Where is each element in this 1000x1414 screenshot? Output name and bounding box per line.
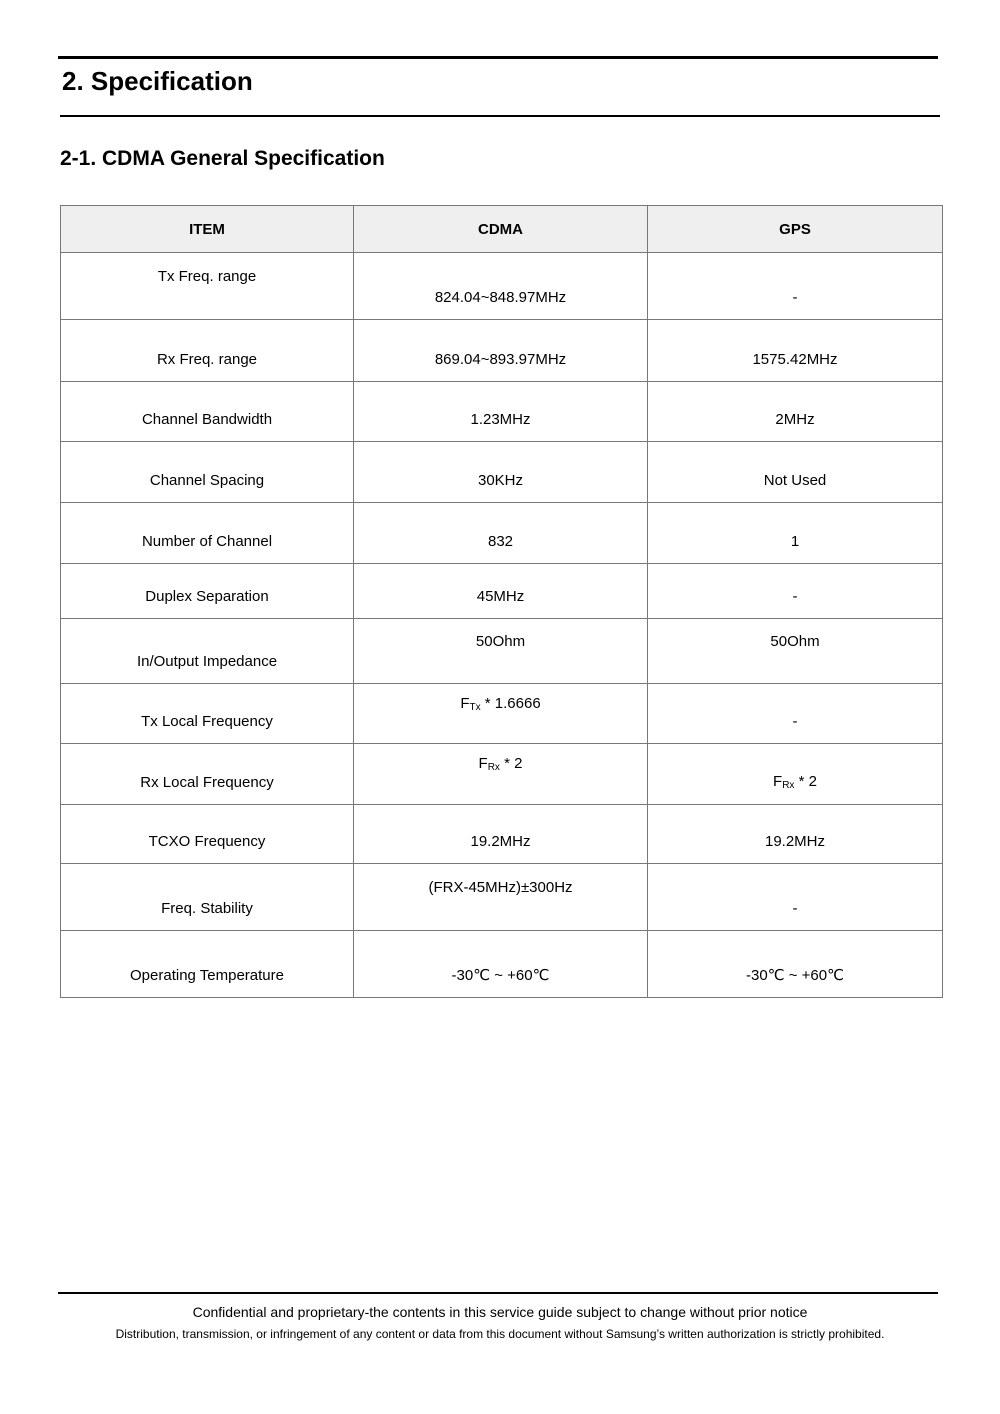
gps-value: - bbox=[792, 900, 798, 917]
table-row bbox=[61, 931, 943, 998]
gps-cell bbox=[648, 253, 943, 320]
section-title: 2. Specification bbox=[62, 66, 253, 96]
gps-cell bbox=[648, 442, 943, 503]
item-cell bbox=[61, 619, 354, 684]
cdma-cell bbox=[354, 503, 648, 564]
gps-cell bbox=[648, 931, 943, 998]
cdma-value: 824.04~848.97MHz bbox=[434, 289, 567, 306]
gps-value: Not Used bbox=[763, 472, 827, 489]
table-row bbox=[61, 619, 943, 684]
spec-table bbox=[60, 205, 943, 998]
footer-notice: Confidential and proprietary-the contents in this service guide subject to change without prior notice bbox=[192, 1304, 808, 1320]
item-cell bbox=[61, 442, 354, 503]
table-row bbox=[61, 744, 943, 805]
cdma-value: 832 bbox=[487, 533, 514, 550]
gps-value: - bbox=[792, 289, 798, 306]
table-row bbox=[61, 320, 943, 382]
gps-value: 1575.42MHz bbox=[752, 351, 838, 368]
cdma-value bbox=[354, 755, 647, 773]
table-row bbox=[61, 253, 943, 320]
item-label: In/Output Impedance bbox=[136, 653, 278, 670]
cdma-cell bbox=[354, 253, 648, 320]
header-item: ITEM bbox=[61, 206, 354, 253]
item-label: Tx Local Frequency bbox=[141, 713, 273, 730]
gps-cell bbox=[648, 805, 943, 864]
item-cell bbox=[61, 564, 354, 619]
cdma-value: 45MHz bbox=[476, 588, 525, 605]
table-row bbox=[61, 864, 943, 931]
cdma-cell bbox=[354, 864, 648, 931]
item-label: Channel Bandwidth bbox=[141, 411, 273, 428]
header-cdma: CDMA bbox=[354, 206, 648, 253]
gps-cell bbox=[648, 382, 943, 442]
cdma-value-rest: * 1.6666 bbox=[480, 694, 541, 712]
gps-value-subscript: Rx bbox=[782, 780, 795, 791]
cdma-cell bbox=[354, 931, 648, 998]
cdma-value: 869.04~893.97MHz bbox=[434, 351, 567, 368]
header-gps: GPS bbox=[648, 206, 943, 253]
gps-cell bbox=[648, 864, 943, 931]
cdma-cell bbox=[354, 442, 648, 503]
item-label: Operating Temperature bbox=[130, 967, 284, 984]
item-label: Tx Freq. range bbox=[157, 267, 257, 285]
item-label: Rx Local Frequency bbox=[140, 774, 274, 791]
item-cell bbox=[61, 382, 354, 442]
item-label: Channel Spacing bbox=[149, 472, 265, 489]
cdma-value-rest: * 2 bbox=[499, 755, 523, 772]
gps-value: 19.2MHz bbox=[764, 833, 826, 850]
footer-copyright: Distribution, transmission, or infringement of any content or data from this document without Samsung’s written authorization is strictly prohibited. bbox=[115, 1327, 885, 1341]
table-row bbox=[61, 503, 943, 564]
table-row bbox=[61, 805, 943, 864]
gps-cell bbox=[648, 619, 943, 684]
table-row bbox=[61, 684, 943, 744]
gps-cell bbox=[648, 503, 943, 564]
cdma-value bbox=[354, 695, 647, 713]
cdma-value: -30℃ ~ +60℃ bbox=[451, 967, 550, 984]
gps-cell bbox=[648, 564, 943, 619]
gps-value: 1 bbox=[790, 533, 800, 550]
gps-cell bbox=[648, 320, 943, 382]
item-cell bbox=[61, 805, 354, 864]
cdma-cell bbox=[354, 619, 648, 684]
item-cell bbox=[61, 253, 354, 320]
cdma-value-subscript: Rx bbox=[487, 762, 500, 773]
table-row bbox=[61, 442, 943, 503]
gps-value-rest: * 2 bbox=[794, 773, 817, 790]
gps-cell bbox=[648, 744, 943, 805]
item-cell bbox=[61, 931, 354, 998]
cdma-value: 50Ohm bbox=[475, 632, 526, 650]
gps-value: - bbox=[792, 713, 798, 730]
cdma-cell bbox=[354, 805, 648, 864]
item-label: Freq. Stability bbox=[161, 900, 253, 917]
gps-value-base: F bbox=[773, 773, 783, 790]
item-cell bbox=[61, 684, 354, 744]
footer-rule bbox=[58, 1292, 938, 1294]
item-label: Rx Freq. range bbox=[156, 351, 258, 368]
cdma-cell bbox=[354, 684, 648, 744]
item-cell bbox=[61, 864, 354, 931]
gps-value bbox=[648, 773, 942, 804]
table-row bbox=[61, 382, 943, 442]
top-rule bbox=[58, 56, 938, 59]
cdma-cell bbox=[354, 320, 648, 382]
item-cell bbox=[61, 503, 354, 564]
cdma-value: 30KHz bbox=[477, 472, 524, 489]
subsection-title: 2-1. CDMA General Specification bbox=[60, 147, 385, 170]
cdma-cell bbox=[354, 382, 648, 442]
item-label: Number of Channel bbox=[141, 533, 273, 550]
cdma-value: (FRX-45MHz)±300Hz bbox=[428, 878, 573, 896]
item-cell bbox=[61, 320, 354, 382]
cdma-cell bbox=[354, 744, 648, 805]
cdma-value-subscript: Tx bbox=[469, 701, 481, 713]
cdma-value-base: F bbox=[460, 694, 470, 712]
cdma-cell bbox=[354, 564, 648, 619]
gps-value: - bbox=[792, 588, 798, 605]
table-row bbox=[61, 564, 943, 619]
item-label: Duplex Separation bbox=[145, 588, 269, 605]
gps-value: -30℃ ~ +60℃ bbox=[746, 967, 844, 984]
cdma-value: 1.23MHz bbox=[470, 411, 531, 428]
table-header-row bbox=[61, 206, 943, 253]
gps-value: 2MHz bbox=[775, 411, 815, 428]
item-cell bbox=[61, 744, 354, 805]
gps-value: 50Ohm bbox=[770, 632, 820, 650]
cdma-value-base: F bbox=[478, 755, 488, 772]
item-label: TCXO Frequency bbox=[148, 833, 266, 850]
cdma-value: 19.2MHz bbox=[470, 833, 531, 850]
gps-cell bbox=[648, 684, 943, 744]
title-rule bbox=[60, 115, 940, 117]
